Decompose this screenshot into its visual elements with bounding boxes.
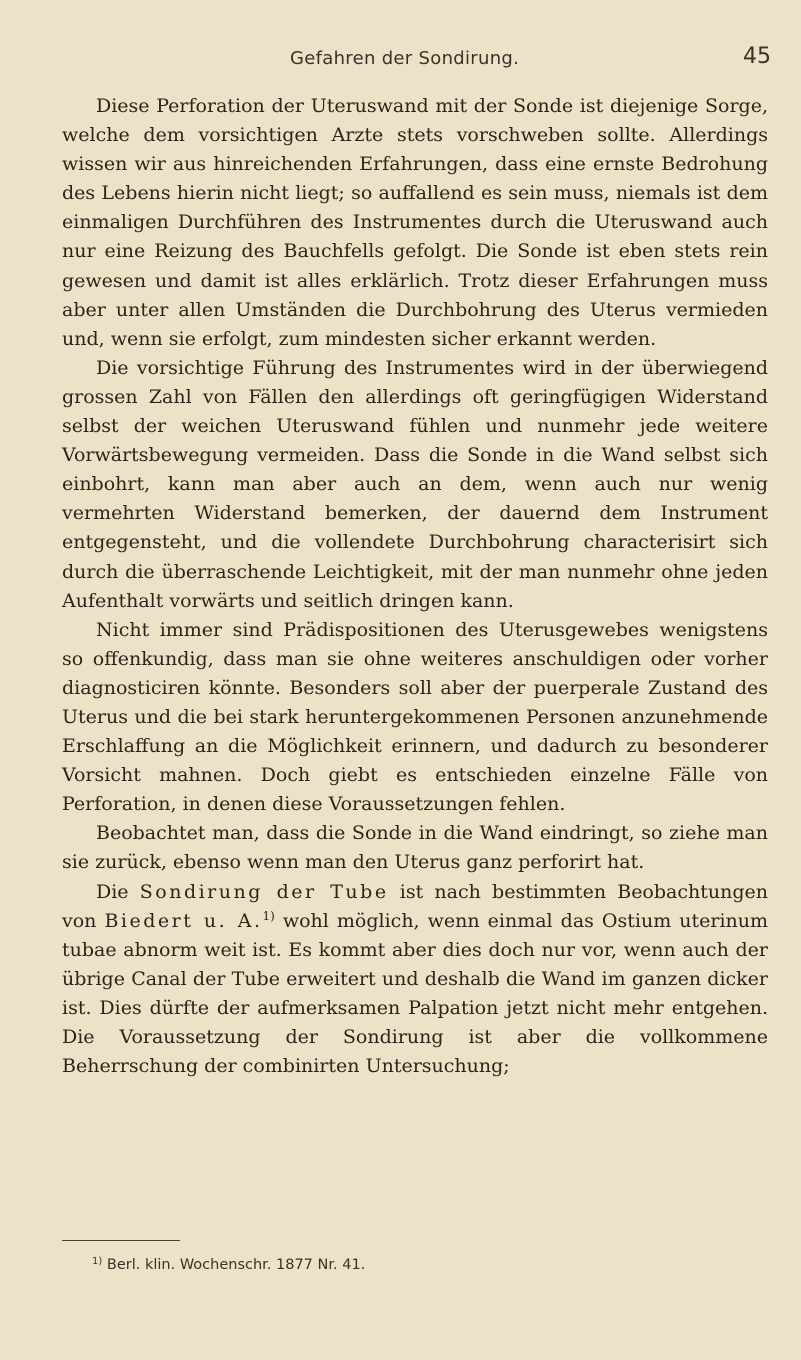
p5-mid: ist nach bestimmten Beobachtungen von: [62, 880, 768, 932]
running-head: Gefahren der Sondirung.: [290, 48, 520, 69]
p5-rest: wohl möglich, wenn einmal das Ostium uterinum tubae abnorm weit ist. Es kommt aber dies doch nur vor, wenn auch der übrige Canal der Tube erweitert und deshalb die Wand im ganzen dicker ist. Dies dürfte der aufmerksamen Palpation jetzt nicht mehr entgehen. Die Voraussetzung der Sondirung ist aber die vollkommene Beherrschung der combinirten Untersuchung;: [62, 909, 769, 1078]
spaced-term-sondirung-der-tube: Sondirung der Tube: [139, 880, 389, 903]
footnote-rule: [62, 1240, 180, 1241]
paragraph-withdrawal: Beobachtet man, dass die Sonde in die Wand eindringt, so ziehe man sie zurück, ebenso wenn man den Uterus ganz perforirt hat.: [62, 822, 768, 874]
footnote-text: Berl. klin. Wochenschr. 1877 Nr. 41.: [106, 1257, 366, 1273]
paragraph-perforation: Diese Perforation der Uteruswand mit der Sonde ist diejenige Sorge, welche dem vorsichtigen Arzte stets vorschweben sollte. Allerdings wissen wir aus hinreichenden Erfahrungen, dass eine ernste Bedrohung des Lebens hierin nicht liegt; so auffallend es sein muss, niemals ist dem einmaligen Durchführen des Instrumentes durch die Uteruswand auch nur eine Reizung des Bauchfells gefolgt. Die Sonde ist eben stets rein gewesen und damit ist alles erklärlich. Trotz dieser Erfahrungen muss aber unter allen Umständen die Durchbohrung des Uterus vermieden und, wenn sie erfolgt, zum mindesten sicher erkannt werden.: [62, 95, 768, 350]
footnote-reference: 1): [262, 908, 275, 923]
p5-intro: Die: [96, 880, 129, 903]
author-reference: Biedert u. A.: [104, 909, 263, 932]
paragraph-tube-sounding: [62, 878, 768, 1082]
paragraph-instrument-guidance: Die vorsichtige Führung des Instrumentes wird in der überwiegend grossen Zahl von Fällen den allerdings oft geringfügigen Widerstand selbst der weichen Uteruswand fühlen und nunmehr jede weitere Vorwärtsbewegung vermeiden. Dass die Sonde in die Wand selbst sich einbohrt, kann man aber auch an dem, wenn auch nur wenig vermehrten Widerstand bemerken, der dauernd dem Instrument entgegensteht, und die vollendete Durchbohrung characterisirt sich durch die überraschende Leichtigkeit, mit der man nunmehr ohne jeden Aufenthalt vorwärts und seitlich dringen kann.: [62, 356, 768, 612]
paragraph-predispositions: Nicht immer sind Prädispositionen des Uterusgewebes wenigstens so offenkundig, dass man sie ohne weiteres anschuldigen oder vorher diagnosticiren könnte. Besonders soll aber der puerperale Zustand des Uterus und die bei stark heruntergekommenen Personen anzunehmende Erschlaffung an die Möglichkeit erinnern, und dadurch zu besonderer Vorsicht mahnen. Doch giebt es entschieden einzelne Fälle von Perforation, in denen diese Voraussetzungen fehlen.: [62, 618, 768, 816]
footnote: [92, 1257, 365, 1273]
page-number: 45: [743, 44, 771, 69]
footnote-marker: 1): [92, 1256, 103, 1267]
body-text: [62, 92, 768, 1081]
